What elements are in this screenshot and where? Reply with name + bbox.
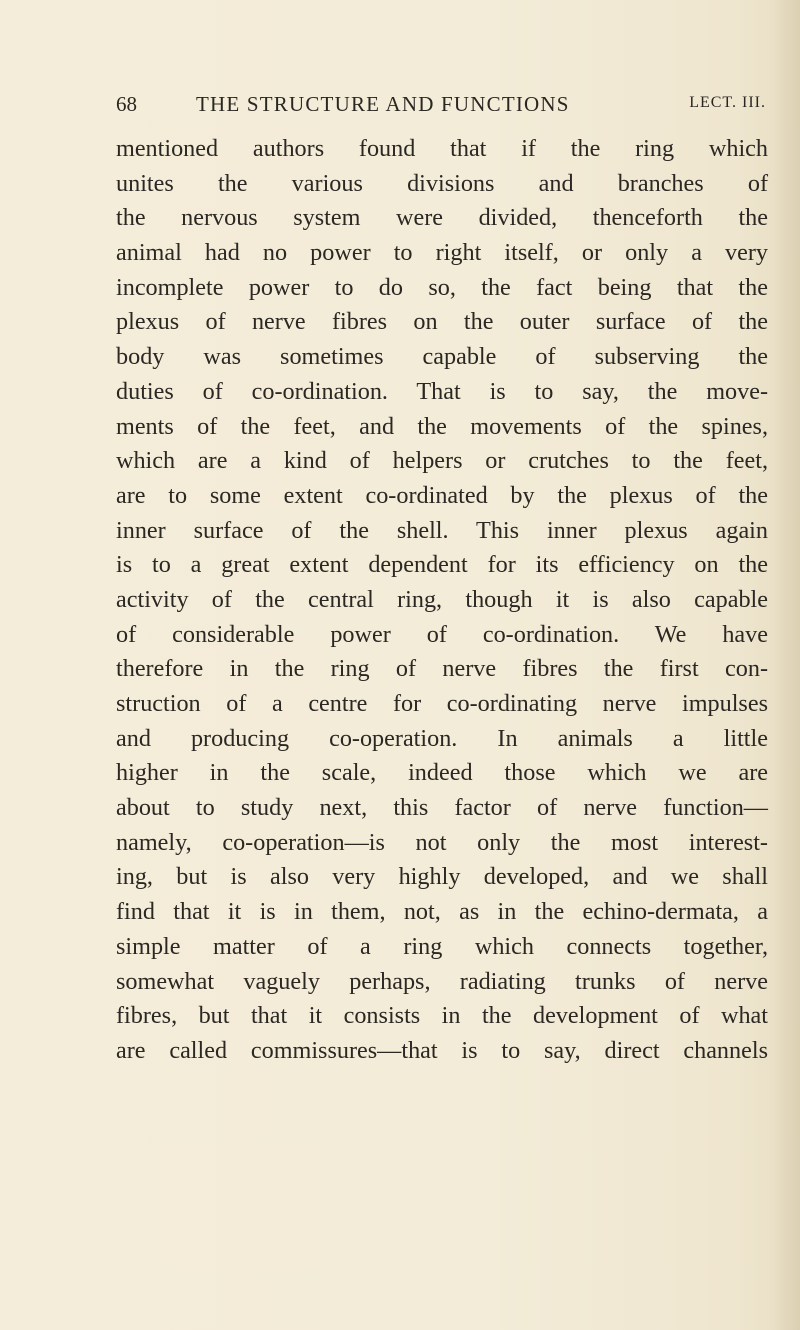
text-line: which are a kind of helpers or crutches to the feet,	[116, 447, 768, 475]
text-line: simple matter of a ring which connects together,	[116, 932, 768, 960]
running-head-title: THE STRUCTURE AND FUNCTIONS	[196, 92, 570, 116]
text-line: struction of a centre for co-ordinating nerve impulses	[116, 690, 768, 717]
running-head	[116, 92, 766, 122]
text-line: are called commissures—that is to say, direct channels	[116, 1036, 768, 1064]
text-line: about to study next, this factor of nerve function—	[116, 794, 768, 822]
text-line: ing, but is also very highly developed, and we shall	[116, 863, 768, 891]
text-line: mentioned authors found that if the ring which	[116, 135, 768, 162]
text-line: animal had no power to right itself, or only a very	[116, 239, 768, 267]
text-line: are to some extent co-ordinated by the plexus of the	[116, 481, 768, 509]
text-line: and producing co-operation. In animals a little	[116, 724, 768, 752]
text-line: body was sometimes capable of subserving the	[116, 343, 768, 371]
text-line: plexus of nerve fibres on the outer surface of the	[116, 308, 768, 336]
text-line: ments of the feet, and the movements of the spines,	[116, 412, 768, 440]
text-line: namely, co-operation—is not only the most interest-	[116, 828, 768, 856]
text-line: higher in the scale, indeed those which we are	[116, 759, 768, 787]
text-line: find that it is in them, not, as in the echino-dermata, a	[116, 898, 768, 926]
page-number: 68	[116, 92, 137, 116]
body-paragraph	[116, 132, 768, 1069]
page-edge-shadow	[772, 0, 800, 1330]
text-line: fibres, but that it consists in the development of what	[116, 1002, 768, 1030]
text-line: incomplete power to do so, the fact being that the	[116, 273, 768, 301]
text-line: the nervous system were divided, thenceforth the	[116, 204, 768, 232]
text-line: somewhat vaguely perhaps, radiating trunks of nerve	[116, 967, 768, 995]
text-line: therefore in the ring of nerve fibres the first con-	[116, 655, 768, 683]
text-line: is to a great extent dependent for its efficiency on the	[116, 551, 768, 579]
running-head-lecture: LECT. III.	[689, 94, 766, 111]
text-line: duties of co-ordination. That is to say, the move-	[116, 377, 768, 405]
text-line: unites the various divisions and branches of	[116, 169, 768, 197]
text-line: inner surface of the shell. This inner plexus again	[116, 516, 768, 544]
text-line: of considerable power of co-ordination. We have	[116, 620, 768, 648]
text-line: activity of the central ring, though it is also capable	[116, 585, 768, 613]
